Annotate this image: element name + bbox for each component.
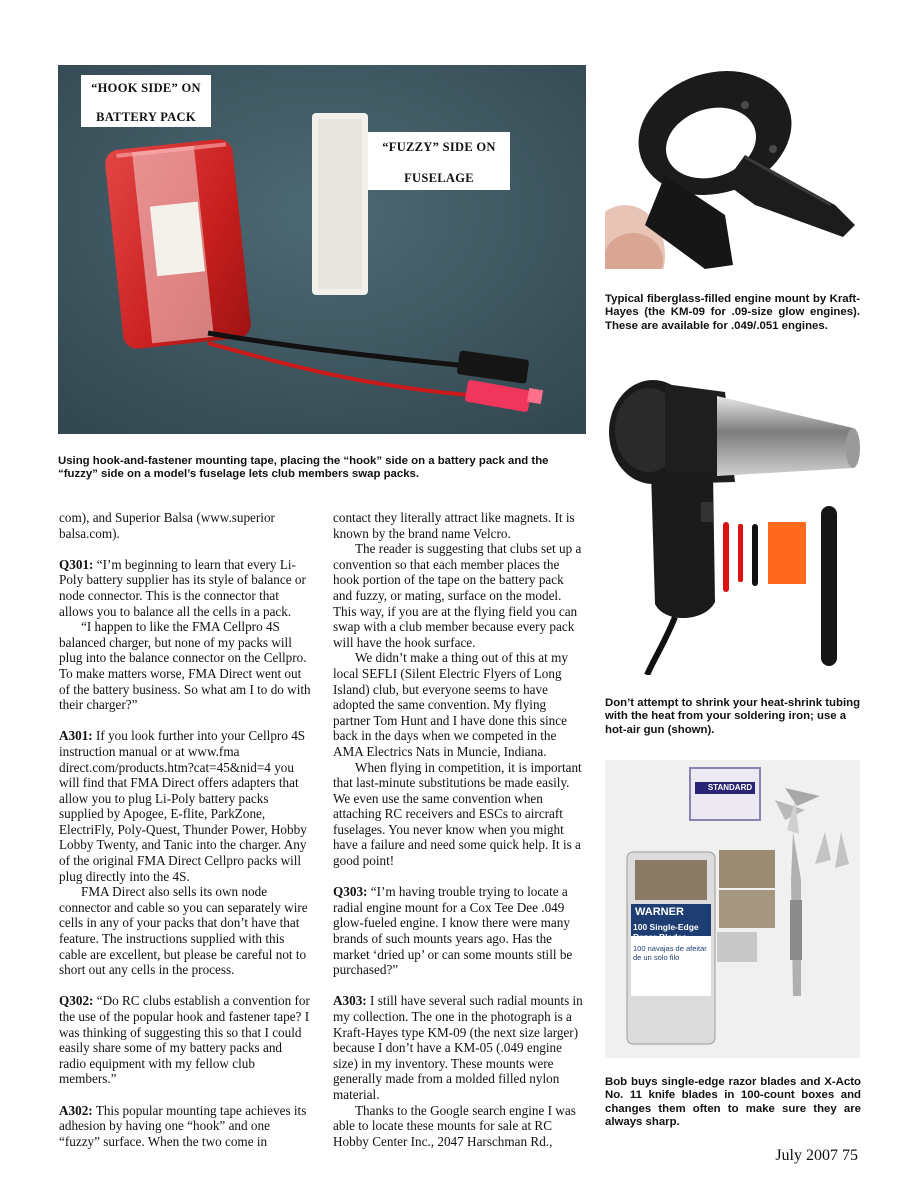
q303 <box>333 884 586 978</box>
heat-gun-caption: Don’t attempt to shrink your heat-shrink tubing with the heat from your soldering iron; use a hot-air gun (shown). <box>605 697 861 736</box>
a301-text: If you look further into your Cellpro 4S instruction manual or at www.fma direct.com/products.htm?cat=45&nid=4 you will find that FMA Direct offers adapters that allow you to plug Li-Poly battery packs supplied by Apogee, E-flite, ParkZone, ElectriFly, Poly-Quest, Thunder Power, Hobby Lobby Twenty, and Tanic into the charger. Any of the original FMA Direct Cellpro packs will plug directly into the 4S. <box>59 728 307 884</box>
col2-intro: contact they literally attract like magnets. It is known by the brand name Velcro. <box>333 510 575 541</box>
blades-pack-brand: WARNER <box>635 906 684 918</box>
q302-text: “Do RC clubs establish a convention for the use of the popular hook and fastener tape? I was thinking of suggesting this so that I could easily share some of my battery packs and radio equipment with my fellow club members.” <box>59 993 310 1087</box>
a301-continued: FMA Direct also sells its own node connector and cable so you can separately wire cells in any of your packs that don’t have that feature. The instructions supplied with this cable are excellent, but please be careful not to short out any cells in the process. <box>59 884 308 978</box>
fuzzy-side-label-line1: “FUZZY” SIDE ON <box>382 140 496 154</box>
q302 <box>59 993 312 1087</box>
q303-text: “I’m having trouble trying to locate a radial engine mount for a Cox Tee Dee .049 glow-fueled engine. I know there were many brands of such mounts years ago. Has the market ‘dried up’ or can some mounts still be purchased?” <box>333 884 573 978</box>
blades-pack-subtitle: 100 navajas de afeitar de un solo filo <box>633 944 707 962</box>
col2-paragraph-3: We didn’t make a thing out of this at my local SEFLI (Silent Electric Flyers of Long Island) club, but everyone seems to have adopted the same convention. My flying partner Tom Hunt and I have done this since back in the days when we competed in the AMA Electrics Nats in Muncie, Indiana. <box>333 650 568 759</box>
fuzzy-side-label <box>368 132 510 190</box>
a301-label: A301: <box>59 728 93 744</box>
velcro-battery-photo <box>58 65 586 434</box>
a302 <box>59 1103 312 1150</box>
q302-label: Q302: <box>59 993 94 1009</box>
q301-label: Q301: <box>59 556 94 572</box>
q301-continued: “I happen to like the FMA Cellpro 4S balanced charger, but none of my packs will plug into the balance connector on the Cellpro. To make matters worse, FMA Direct went out of the battery business. So what am I to do with their charger?” <box>59 619 311 713</box>
a302-text: This popular mounting tape achieves its adhesion by having one “hook” and one “fuzzy” surface. When the two come in <box>59 1102 307 1149</box>
text-column-2 <box>333 510 586 1149</box>
engine-mount-illustration <box>605 65 860 269</box>
velcro-caption: Using hook-and-fastener mounting tape, placing the “hook” side on a battery pack and the “fuzzy” side on a model’s fuselage lets club members swap packs. <box>58 455 549 481</box>
razor-blades-photo <box>605 760 860 1058</box>
blades-pack-title: 100 Single-Edge Razor Blades <box>633 922 699 942</box>
blades-box-brand: STANDARD <box>707 783 753 792</box>
a302-label: A302: <box>59 1102 93 1118</box>
razor-blades-caption: Bob buys single-edge razor blades and X-Acto No. 11 knife blades in 100-count boxes and changes them often to make sure they are always sharp. <box>605 1076 861 1129</box>
col2-paragraph-5: Thanks to the Google search engine I was able to locate these mounts for sale at RC Hobby Center Inc., 2047 Harschman Rd., <box>333 1102 576 1149</box>
col1-intro: com), and Superior Balsa (www.superior balsa.com). <box>59 510 275 541</box>
heat-gun-illustration <box>605 372 860 675</box>
a303-label: A303: <box>333 993 367 1009</box>
hook-side-label-line2: BATTERY PACK <box>96 110 196 124</box>
q301 <box>59 557 312 619</box>
q303-label: Q303: <box>333 884 368 900</box>
text-column-1 <box>59 510 312 1149</box>
engine-mount-photo <box>605 65 860 269</box>
col2-paragraph-4: When flying in competition, it is important that last-minute substitutions be made easily. We even use the same convention when attaching RC receivers and ESCs to aircraft fuselages. You never know when you might have a failure and need some quick help. It is a good point! <box>333 759 582 869</box>
q301-text: “I’m beginning to learn that every Li-Poly battery supplier has its style of balance or node connector. This is the connector that allows you to balance all the cells in a pack. <box>59 556 306 619</box>
col2-paragraph-2: The reader is suggesting that clubs set up a convention so that each member places the hook portion of the tape on the battery pack and fuzzy, or mating, surface on the model. This way, if you are at the flying field you can swap with a club member because every pack will have the hook surface. <box>333 541 582 650</box>
a303-text: I still have several such radial mounts in my collection. The one in the photograph is a Kraft-Hayes type KM-09 (the next size larger) because I don’t have a KM-05 (.049 engine size) in my inventory. These mounts were generally made from a molded filled nylon material. <box>333 993 583 1102</box>
fuzzy-side-label-line2: FUSELAGE <box>404 171 474 185</box>
hook-side-label <box>81 75 211 127</box>
issue-date: July 2007 <box>775 1147 838 1164</box>
a303 <box>333 993 586 1102</box>
hook-side-label-line1: “HOOK SIDE” ON <box>91 81 201 95</box>
a301 <box>59 728 312 884</box>
page-footer <box>775 1147 858 1165</box>
engine-mount-caption: Typical fiberglass-filled engine mount by Kraft-Hayes (the KM-09 for .09-size glow engines). These are available for .049/.051 engines. <box>605 293 860 332</box>
page-number: 75 <box>842 1147 858 1164</box>
heat-gun-photo <box>605 372 860 675</box>
battery-pack <box>104 138 252 350</box>
